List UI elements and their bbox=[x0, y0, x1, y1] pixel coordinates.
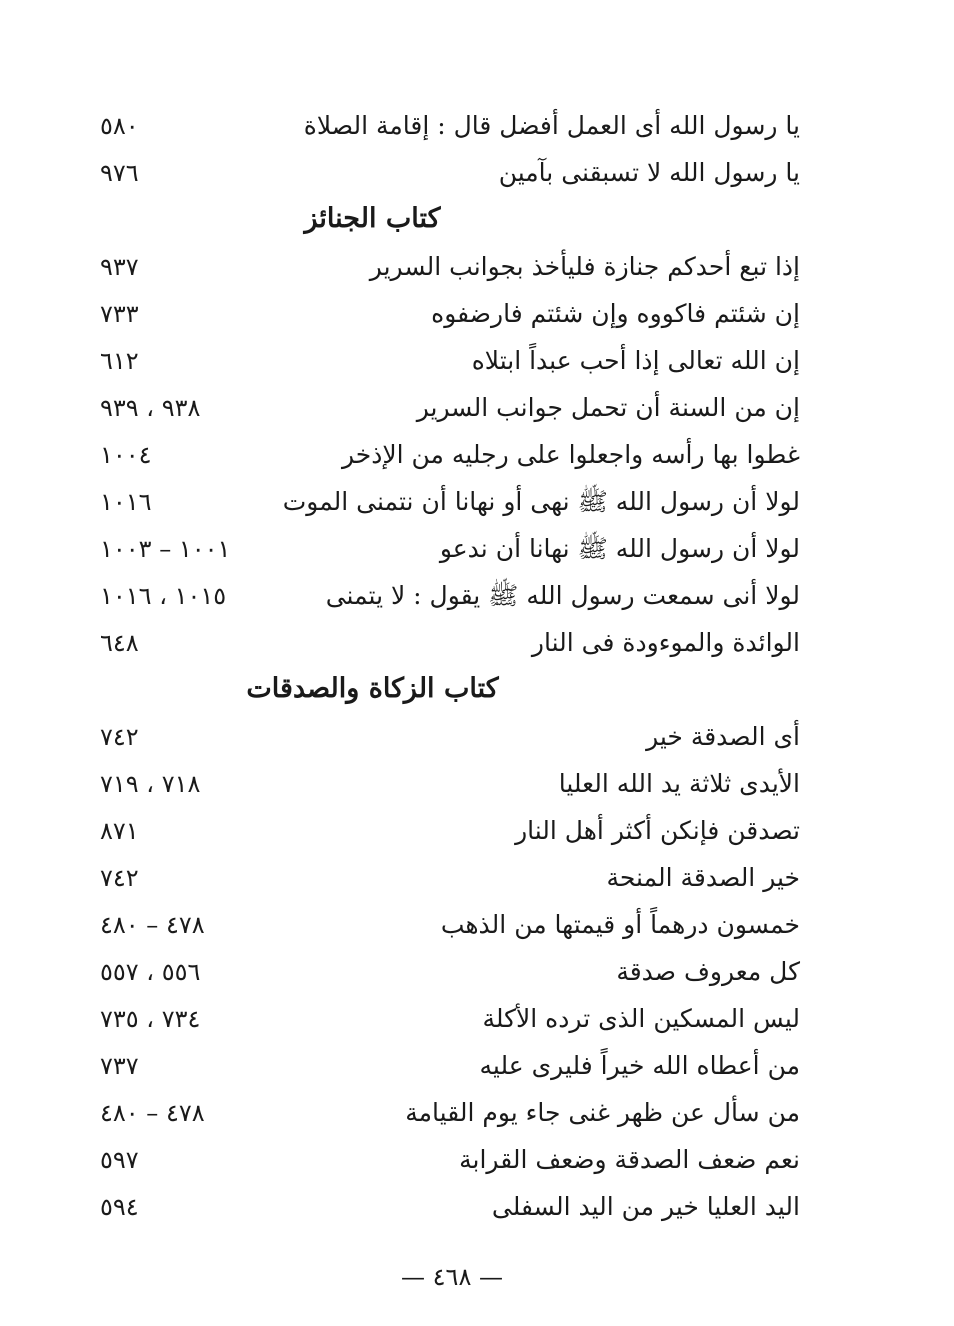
index-entry bbox=[100, 714, 800, 761]
hadith-text: اليد العليا خير من اليد السفلى bbox=[491, 1192, 800, 1221]
section-heading bbox=[100, 667, 800, 714]
hadith-numbers: ٥٩٤ bbox=[100, 1193, 139, 1221]
hadith-text: خير الصدقة المنحة bbox=[606, 863, 800, 892]
hadith-text: ليس المسكين الذى ترده الأكلة bbox=[482, 1004, 800, 1033]
hadith-text: إن شئتم فاكووه وإن شئتم فارضفوه bbox=[431, 299, 800, 328]
index-entry bbox=[100, 291, 800, 338]
index-entry bbox=[100, 432, 800, 479]
hadith-text: الأيدى ثلاثة يد الله العليا bbox=[558, 769, 800, 798]
hadith-text: يا رسول الله أى العمل أفضل قال : إقامة الصلاة bbox=[303, 111, 800, 140]
index-entry bbox=[100, 620, 800, 667]
page-number: — ٤٦٨ — bbox=[401, 1263, 503, 1291]
hadith-numbers: ٧٣٤ ، ٧٣٥ bbox=[100, 1005, 201, 1033]
hadith-numbers: ١٠١٥ ، ١٠١٦ bbox=[100, 582, 227, 610]
hadith-numbers: ٧٤٢ bbox=[100, 864, 139, 892]
index-entry bbox=[100, 761, 800, 808]
hadith-text: لولا أنى سمعت رسول الله ﷺ يقول : لا يتمنى bbox=[325, 581, 800, 610]
index-entry bbox=[100, 1090, 800, 1137]
hadith-text: غطوا بها رأسه واجعلوا على رجليه من الإذخر bbox=[342, 440, 800, 469]
index-entry bbox=[100, 996, 800, 1043]
index-entry bbox=[100, 855, 800, 902]
hadith-numbers: ٤٧٨ – ٤٨٠ bbox=[100, 911, 205, 939]
hadith-text: لولا أن رسول الله ﷺ نهى أو نهانا أن نتمنى الموت bbox=[282, 487, 800, 516]
index-entry bbox=[100, 902, 800, 949]
hadith-text: الوائدة والموءودة فى النار bbox=[531, 628, 800, 657]
index-entry bbox=[100, 385, 800, 432]
hadith-text: خمسون درهماً أو قيمتها من الذهب bbox=[440, 910, 800, 939]
index-entry bbox=[100, 1043, 800, 1090]
index-entry bbox=[100, 338, 800, 385]
hadith-numbers: ٥٥٦ ، ٥٥٧ bbox=[100, 958, 201, 986]
hadith-numbers: ٦٤٨ bbox=[100, 629, 139, 657]
hadith-numbers: ٩٧٦ bbox=[100, 159, 139, 187]
hadith-text: من سأل عن ظهر غنى جاء يوم القيامة bbox=[405, 1098, 800, 1127]
index-entry bbox=[100, 573, 800, 620]
index-entry bbox=[100, 808, 800, 855]
hadith-numbers: ٩٣٨ ، ٩٣٩ bbox=[100, 394, 201, 422]
hadith-numbers: ٧٤٢ bbox=[100, 723, 139, 751]
hadith-numbers: ٧٣٧ bbox=[100, 1052, 139, 1080]
hadith-numbers: ١٠١٦ bbox=[100, 488, 152, 516]
hadith-numbers: ٦١٢ bbox=[100, 347, 139, 375]
index-entry bbox=[100, 479, 800, 526]
hadith-text: إذا تبع أحدكم جنازة فليأخذ بجوانب السرير bbox=[369, 252, 800, 281]
hadith-text: يا رسول الله لا تسبقنى بآمين bbox=[498, 158, 800, 187]
index-entry bbox=[100, 103, 800, 150]
section-title: كتاب الزكاة والصدقات bbox=[246, 673, 499, 704]
hadith-numbers: ٧١٨ ، ٧١٩ bbox=[100, 770, 201, 798]
section-title: كتاب الجنائز bbox=[304, 203, 441, 234]
hadith-text: تصدقن فإنكن أكثر أهل النار bbox=[515, 816, 800, 845]
hadith-index-list bbox=[100, 103, 800, 1231]
hadith-text: لولا أن رسول الله ﷺ نهانا أن ندعو bbox=[439, 534, 800, 563]
hadith-text: أى الصدقة خير bbox=[646, 722, 800, 751]
hadith-text: إن من السنة أن تحمل جوانب السرير bbox=[416, 393, 800, 422]
index-entry bbox=[100, 150, 800, 197]
section-heading bbox=[100, 197, 800, 244]
index-entry bbox=[100, 1184, 800, 1231]
hadith-numbers: ٥٩٧ bbox=[100, 1146, 139, 1174]
hadith-text: إن الله تعالى إذا أحب عبداً ابتلاه bbox=[471, 346, 800, 375]
index-entry bbox=[100, 949, 800, 996]
hadith-numbers: ٥٨٠ bbox=[100, 112, 139, 140]
hadith-numbers: ٩٣٧ bbox=[100, 253, 139, 281]
index-entry bbox=[100, 1137, 800, 1184]
index-entry bbox=[100, 526, 800, 573]
hadith-text: من أعطاه الله خيراً فليرى عليه bbox=[479, 1051, 800, 1080]
hadith-numbers: ٧٣٣ bbox=[100, 300, 139, 328]
hadith-numbers: ١٠٠٤ bbox=[100, 441, 152, 469]
index-entry bbox=[100, 244, 800, 291]
hadith-numbers: ١٠٠١ – ١٠٠٣ bbox=[100, 535, 231, 563]
hadith-numbers: ٤٧٨ – ٤٨٠ bbox=[100, 1099, 205, 1127]
hadith-text: نعم ضعف الصدقة وضعف القرابة bbox=[459, 1145, 800, 1174]
hadith-numbers: ٨٧١ bbox=[100, 817, 139, 845]
hadith-text: كل معروف صدقة bbox=[616, 957, 800, 986]
